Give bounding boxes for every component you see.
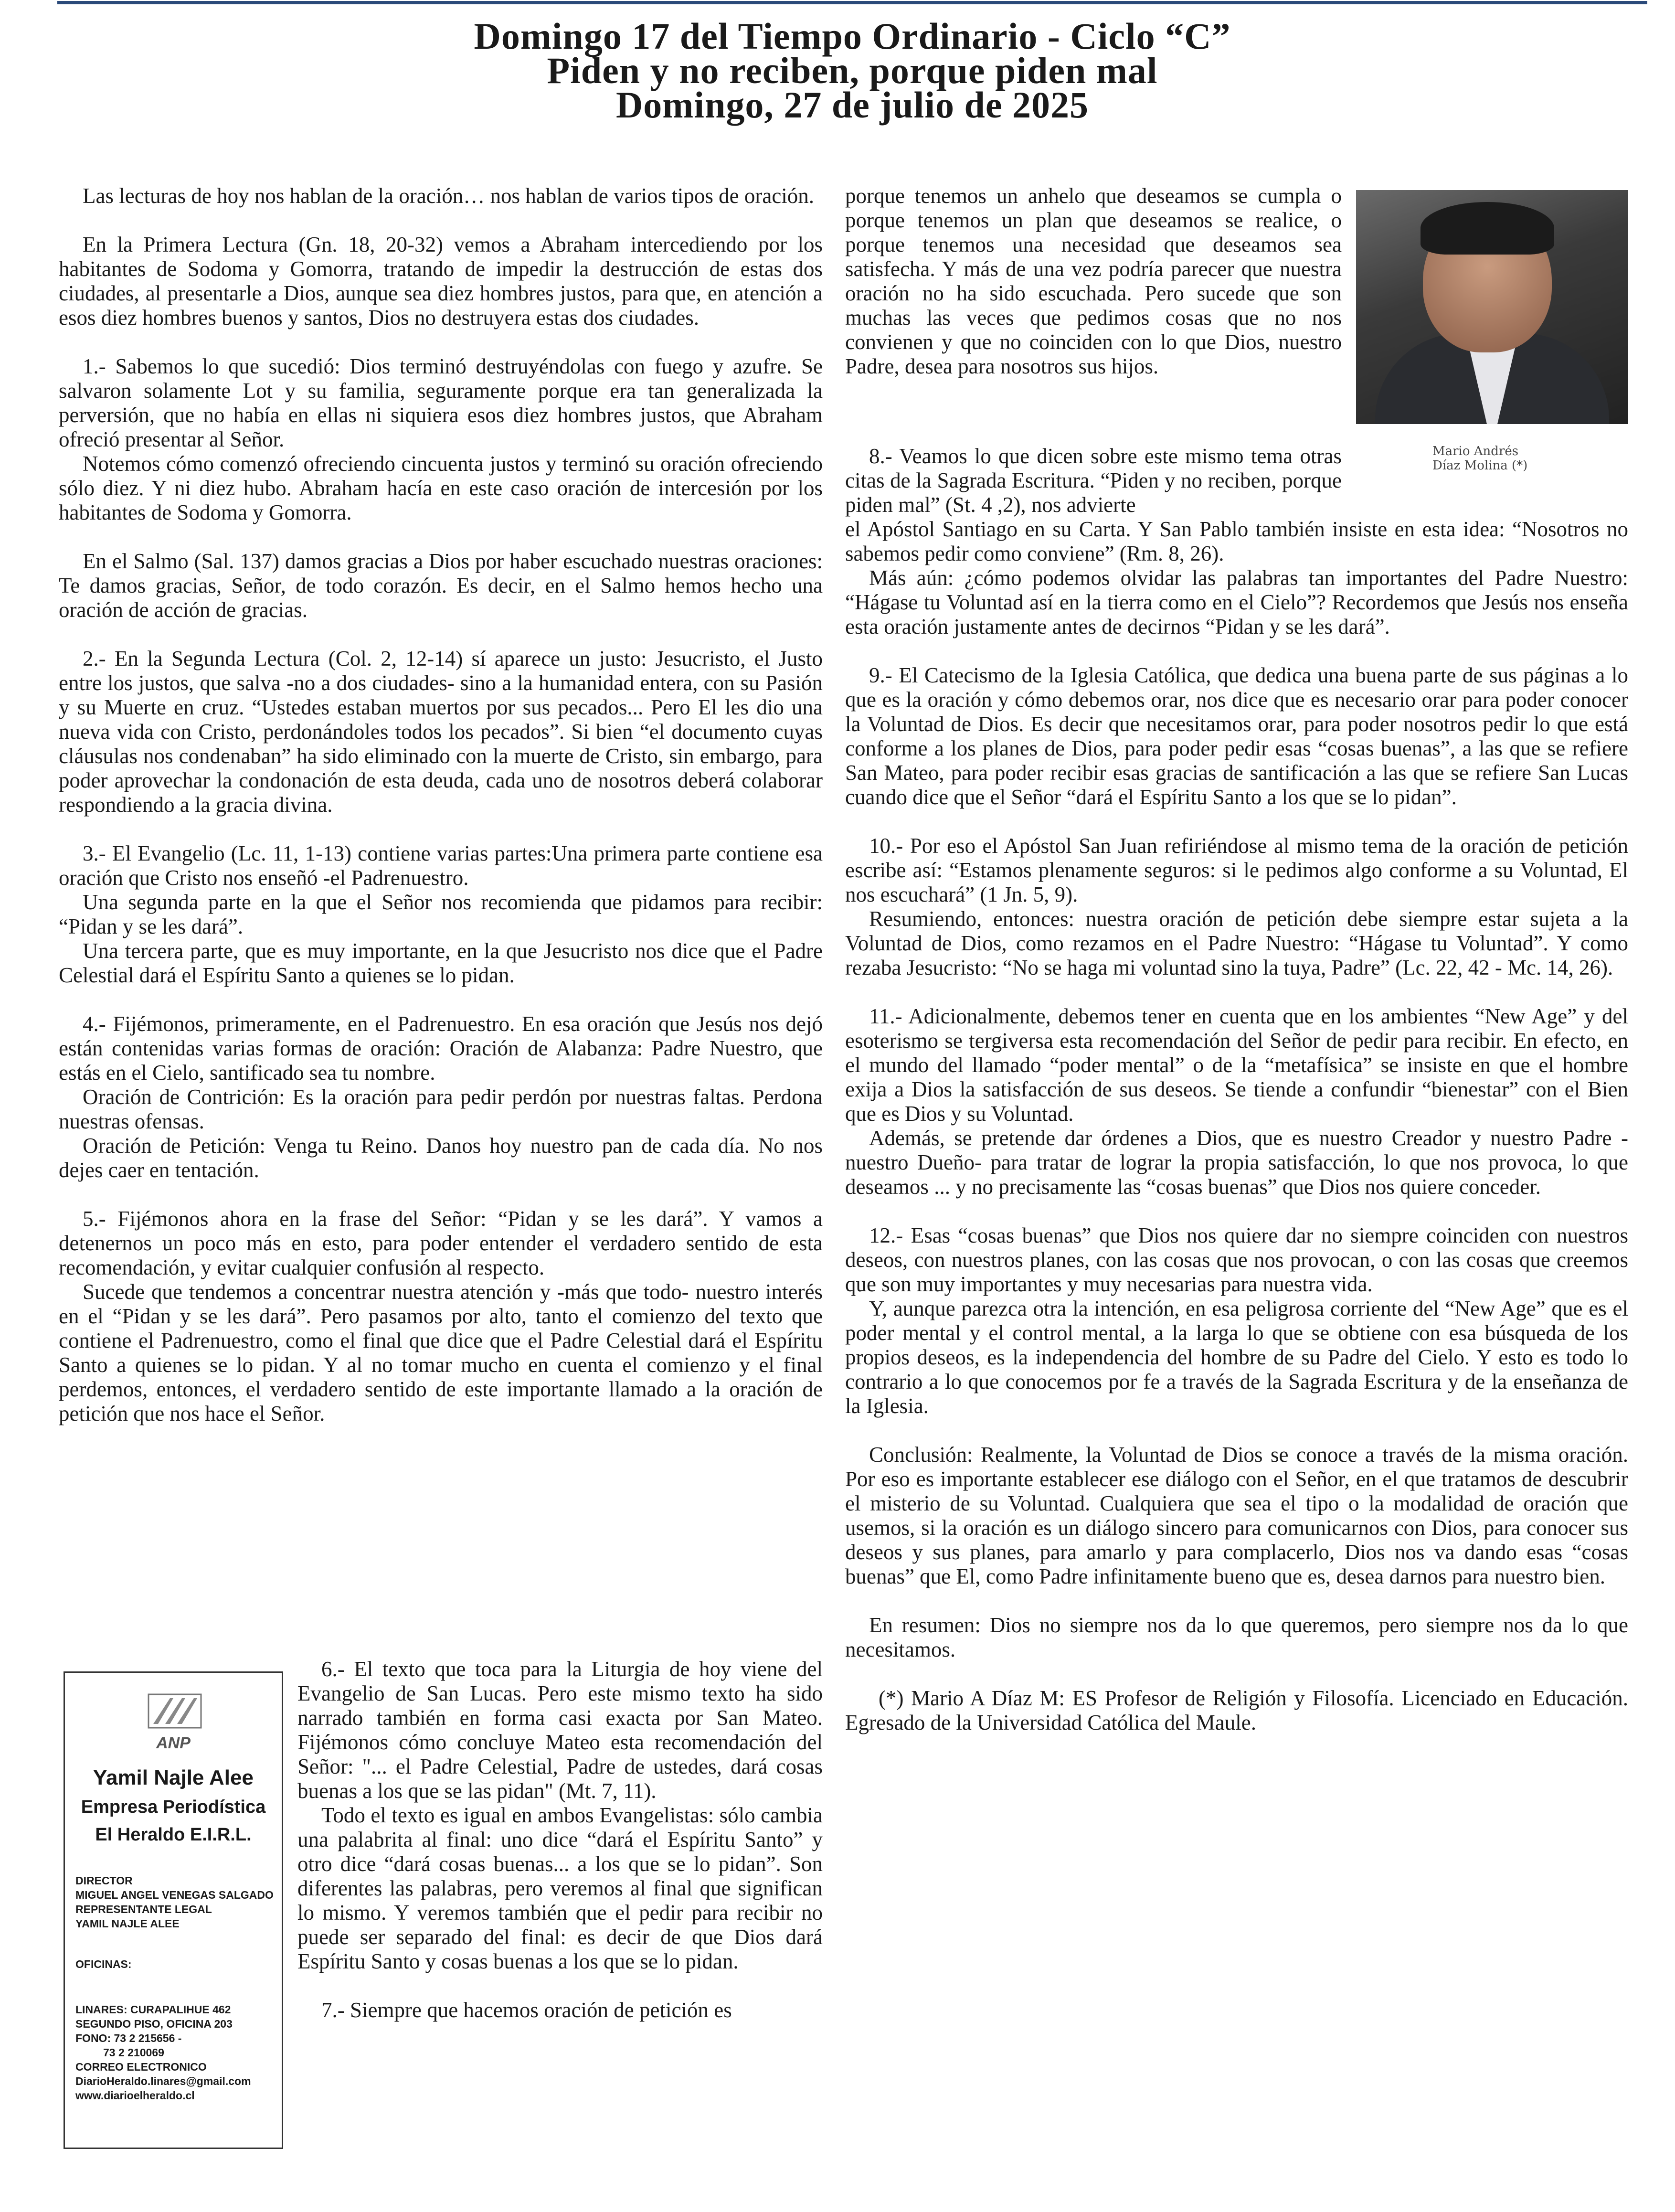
- title-line-3: Domingo, 27 de julio de 2025: [615, 84, 1089, 126]
- paragraph: Una segunda parte en la que el Señor nos recomienda que pidamos para recibir: “Pidan y se les dará”.: [59, 890, 823, 938]
- masthead-box: [64, 1671, 283, 2149]
- paragraph: En la Primera Lectura (Gn. 18, 20-32) vemos a Abraham intercediendo por los habitantes de Sodoma y Gomorra, tratando de impedir la destrucción de estas dos ciudades, al presentarle a Dios, aunque sea diez hombres justos, para que, en atención a esos diez hombres buenos y santos, Dios no destruyera estas dos ciudades.: [59, 233, 823, 330]
- address-line-2: SEGUNDO PISO, OFICINA 203: [75, 2018, 233, 2030]
- author-photo: [1356, 190, 1628, 424]
- paragraph: Más aún: ¿cómo podemos olvidar las palabras tan importantes del Padre Nuestro: “Hágase tu Voluntad así en la tierra como en el Cielo”? Recordemos que Jesús nos enseña esta oración justamente antes de decirnos “Pidan y se les dará”.: [845, 566, 1628, 638]
- paragraph: Además, se pretende dar órdenes a Dios, que es nuestro Creador y nuestro Padre -nuestro Dueño- para tratar de lograr la propia satisfacción, lo que nos provoca, lo que deseamos ... y no precisamente las “cosas buenas” que Dios nos quiere conceder.: [845, 1126, 1628, 1199]
- paragraph: Oración de Petición: Venga tu Reino. Danos hoy nuestro pan de cada día. No nos dejes caer en tentación.: [59, 1134, 823, 1182]
- paragraph: 12.- Esas “cosas buenas” que Dios nos quiere dar no siempre coinciden con nuestros deseos, con nuestros planes, con las cosas que nos provocan, o con las cosas que creemos que son muy importantes y muy necesarias para nuestra vida.: [845, 1223, 1628, 1296]
- paragraph: 11.- Adicionalmente, debemos tener en cuenta que en los ambientes “New Age” y del esoterismo se tergiversa esta recomendación del Señor de pedir para recibir. En efecto, en el mundo del llamado “poder mental” o de la “metafísica” se insiste en que el hombre exija a Dios la satisfacción de sus deseos. Se tiende a confundir “bienestar” con el Bien que es Dios y su Voluntad.: [845, 1004, 1628, 1126]
- paragraph: Las lecturas de hoy nos hablan de la oración… nos hablan de varios tipos de oración.: [83, 184, 815, 208]
- paragraph: En el Salmo (Sal. 137) damos gracias a Dios por haber escuchado nuestras oraciones: Te damos gracias, Señor, de todo corazón. Es decir, en el Salmo hemos hecho una oración de acción de gracias.: [59, 549, 823, 622]
- paragraph: porque tenemos un anhelo que deseamos se cumpla o porque tenemos un plan que deseamos se realice, o porque tenemos una necesidad que deseamos sea satisfecha. Y más de una vez podría parecer que nuestra oración no ha sido escuchada. Pero sucede que son muchas las veces que pedimos cosas que no nos convienen y que no coinciden con lo que Dios, nuestro Padre, desea para nosotros sus hijos.: [845, 184, 1342, 378]
- owner-name: Yamil Najle Alee: [93, 1766, 254, 1789]
- caption-line-2: Díaz Molina (*): [1432, 458, 1528, 473]
- title-line-1: Domingo 17 del Tiempo Ordinario - Ciclo “C”: [474, 15, 1231, 57]
- legal-name: YAMIL NAJLE ALEE: [75, 1917, 180, 1930]
- paragraph: Notemos cómo comenzó ofreciendo cincuenta justos y terminó su oración ofreciendo sólo diez. Y ni diez hubo. Abraham hacía en este caso oración de intercesión por los habitantes de Sodoma y Gomorra.: [59, 452, 823, 524]
- paragraph: 2.- En la Segunda Lectura (Col. 2, 12-14) sí aparece un justo: Jesucristo, el Justo entre los justos, que salva -no a dos ciudades- sino a la humanidad entera, con su Pasión y su Muerte en cruz. “Ustedes estaban muertos por sus pecados... Pero El les dio una nueva vida con Cristo, perdonándoles todos los pecados”. Si bien “el documento cuyas cláusulas nos condenaban” ha sido eliminado con la muerte de Cristo, sin embargo, para poder aprovechar la condonación de esta deuda, cada uno de nosotros deberá colaborar respondiendo a la gracia divina.: [59, 647, 823, 817]
- header-rule: [57, 1, 1647, 4]
- footnote: (*) Mario A Díaz M: ES Profesor de Religión y Filosofía. Licenciado en Educación. Egresado de la Universidad Católica del Maule.: [845, 1686, 1628, 1734]
- address-line-1: LINARES: CURAPALIHUE 462: [75, 2003, 231, 2016]
- company-line-2: El Heraldo E.I.R.L.: [95, 1825, 252, 1845]
- paragraph: 3.- El Evangelio (Lc. 11, 1-13) contiene varias partes:Una primera parte contiene esa oración que Cristo nos enseñó -el Padrenuestro.: [59, 841, 823, 890]
- paragraph: 10.- Por eso el Apóstol San Juan refiriéndose al mismo tema de la oración de petición escribe así: “Estamos plenamente seguros: si le pedimos algo conforme a su Voluntad, El nos escuchará” (1 Jn. 5, 9).: [845, 834, 1628, 906]
- paragraph: 7.- Siempre que hacemos oración de petición es: [321, 1998, 732, 2022]
- email-link[interactable]: DiarioHeraldo.linares@gmail.com: [75, 2075, 251, 2087]
- caption-line-1: Mario Andrés: [1432, 444, 1519, 458]
- website-link[interactable]: www.diarioelheraldo.cl: [75, 2089, 195, 2102]
- company-line-1: Empresa Periodística: [81, 1797, 266, 1817]
- left-column: [59, 184, 823, 1426]
- paragraph: Oración de Contrición: Es la oración para pedir perdón por nuestras faltas. Perdona nuestras ofensas.: [59, 1085, 823, 1133]
- paragraph: 4.- Fijémonos, primeramente, en el Padrenuestro. En esa oración que Jesús nos dejó están contenidas varias formas de oración: Oración de Alabanza: Padre Nuestro, que estás en el Cielo, santificado sea tu nombre.: [59, 1012, 823, 1085]
- offices-label: OFICINAS:: [75, 1958, 132, 1970]
- phone-line-1: FONO: 73 2 215656 -: [75, 2032, 182, 2044]
- paragraph: Todo el texto es igual en ambos Evangelistas: sólo cambia una palabrita al final: uno dice “dará el Espíritu Santo” y otro dice “dará cosas buenas... a los que se lo pidan”. Son diferentes las palabras, pero veremos al final que significan lo mismo. Y veremos también que el pedir para recibir no puede ser separado del final: es decir de que Dios dará Espíritu Santo y cosas buenas a los que se lo pidan.: [297, 1803, 823, 1973]
- page-title: [57, 15, 1647, 126]
- anp-logo-icon: [144, 1690, 206, 1733]
- right-column-mid: [845, 444, 1342, 517]
- right-column-top: [845, 184, 1342, 379]
- title-line-2: Piden y no reciben, porque piden mal: [547, 50, 1158, 91]
- bottom-middle-column: [297, 1657, 823, 2022]
- paragraph: 6.- El texto que toca para la Liturgia de hoy viene del Evangelio de San Lucas. Pero este mismo texto ha sido narrado también en forma casi exacta por San Mateo. Fijémonos cómo concluye Mateo esta recomendación del Señor: "... el Padre Celestial, Padre de ustedes, dará cosas buenas a los que se las pidan" (Mt. 7, 11).: [297, 1657, 823, 1803]
- email-label: CORREO ELECTRONICO: [75, 2061, 207, 2073]
- paragraph: Y, aunque parezca otra la intención, en esa peligrosa corriente del “New Age” que es el poder mental y el control mental, a la larga lo que se obtiene con esa búsqueda de los propios deseos, es la independencia del hombre de su Padre del Cielo. Y esto es todo lo contrario a lo que conocemos por fe a través de la Sagrada Escritura y de la enseñanza de la Iglesia.: [845, 1297, 1628, 1418]
- paragraph: 5.- Fijémonos ahora en la frase del Señor: “Pidan y se les dará”. Y vamos a detenernos un poco más en esto, para poder entender el verdadero sentido de esta recomendación, y evitar cualquier confusión al respecto.: [59, 1207, 823, 1279]
- paragraph: 9.- El Catecismo de la Iglesia Católica, que dedica una buena parte de sus páginas a lo que es la oración y cómo debemos orar, nos dice que es necesario orar para poder conocer la Voluntad de Dios. Es decir que necesitamos orar, para poder nosotros pedir lo que está conforme a los planes de Dios, para poder pedir esas “cosas buenas”, a las que se refiere San Mateo, para poder recibir esas gracias de santificación a las que se refiere San Lucas cuando dice que el Señor “dará el Espíritu Santo a los que se lo pidan”.: [845, 663, 1628, 809]
- phone-line-2: 73 2 210069: [103, 2046, 164, 2059]
- right-column: [845, 517, 1628, 1735]
- photo-caption: [1432, 444, 1557, 473]
- paragraph: Resumiendo, entonces: nuestra oración de petición debe siempre estar sujeta a la Voluntad de Dios, como rezamos en el Padre Nuestro: “Hágase tu Voluntad”. Y como rezaba Jesucristo: “No se haga mi voluntad sino la tuya, Padre” (Lc. 22, 42 - Mc. 14, 26).: [845, 907, 1628, 979]
- paragraph: Una tercera parte, que es muy importante, en la que Jesucristo nos dice que el Padre Celestial dará el Espíritu Santo a quienes se lo pidan.: [59, 939, 823, 987]
- paragraph: Conclusión: Realmente, la Voluntad de Dios se conoce a través de la misma oración. Por eso es importante establecer ese diálogo con el Señor, en el que tratamos de descubrir el misterio de su Voluntad. Cualquiera que sea el tipo o la modalidad de oración que usemos, si la oración es un diálogo sincero para comunicarnos con Dios, para conocer sus deseos y sus planes, para amarlo y para complacerlo, Dios nos va dando esas “cosas buenas” que El, como Padre infinitamente bueno que es, desea darnos para nuestro bien.: [845, 1443, 1628, 1588]
- logo-text: ANP: [156, 1734, 191, 1752]
- paragraph: 8.- Veamos lo que dicen sobre este mismo tema otras citas de la Sagrada Escritura. “Piden y no reciben, porque piden mal” (St. 4 ,2), nos advierte: [845, 444, 1342, 517]
- paragraph: el Apóstol Santiago en su Carta. Y San Pablo también insiste en esta idea: “Nosotros no sabemos pedir como conviene” (Rm. 8, 26).: [845, 517, 1628, 565]
- paragraph: Sucede que tendemos a concentrar nuestra atención y -más que todo- nuestro interés en el “Pidan y se les dará”. Pero pasamos por alto, tanto el comienzo del texto que contiene el Padrenuestro, como el final que dice que el Padre Celestial dará el Espíritu Santo a quienes se lo pidan. Y al no tomar mucho en cuenta el comienzo y el final perdemos, entonces, el verdadero sentido de este importante llamado a la oración de petición que nos hace el Señor.: [59, 1280, 823, 1425]
- director-name: MIGUEL ANGEL VENEGAS SALGADO: [75, 1889, 274, 1901]
- director-label: DIRECTOR: [75, 1874, 133, 1887]
- legal-label: REPRESENTANTE LEGAL: [75, 1903, 212, 1915]
- paragraph: 1.- Sabemos lo que sucedió: Dios terminó destruyéndolas con fuego y azufre. Se salvaron solamente Lot y su familia, seguramente porque era tan generalizada la perversión, que no había en ellas ni siquiera esos diez hombres justos, que Abraham ofreció presentar al Señor.: [59, 354, 823, 451]
- paragraph: En resumen: Dios no siempre nos da lo que queremos, pero siempre nos da lo que necesitamos.: [845, 1613, 1628, 1661]
